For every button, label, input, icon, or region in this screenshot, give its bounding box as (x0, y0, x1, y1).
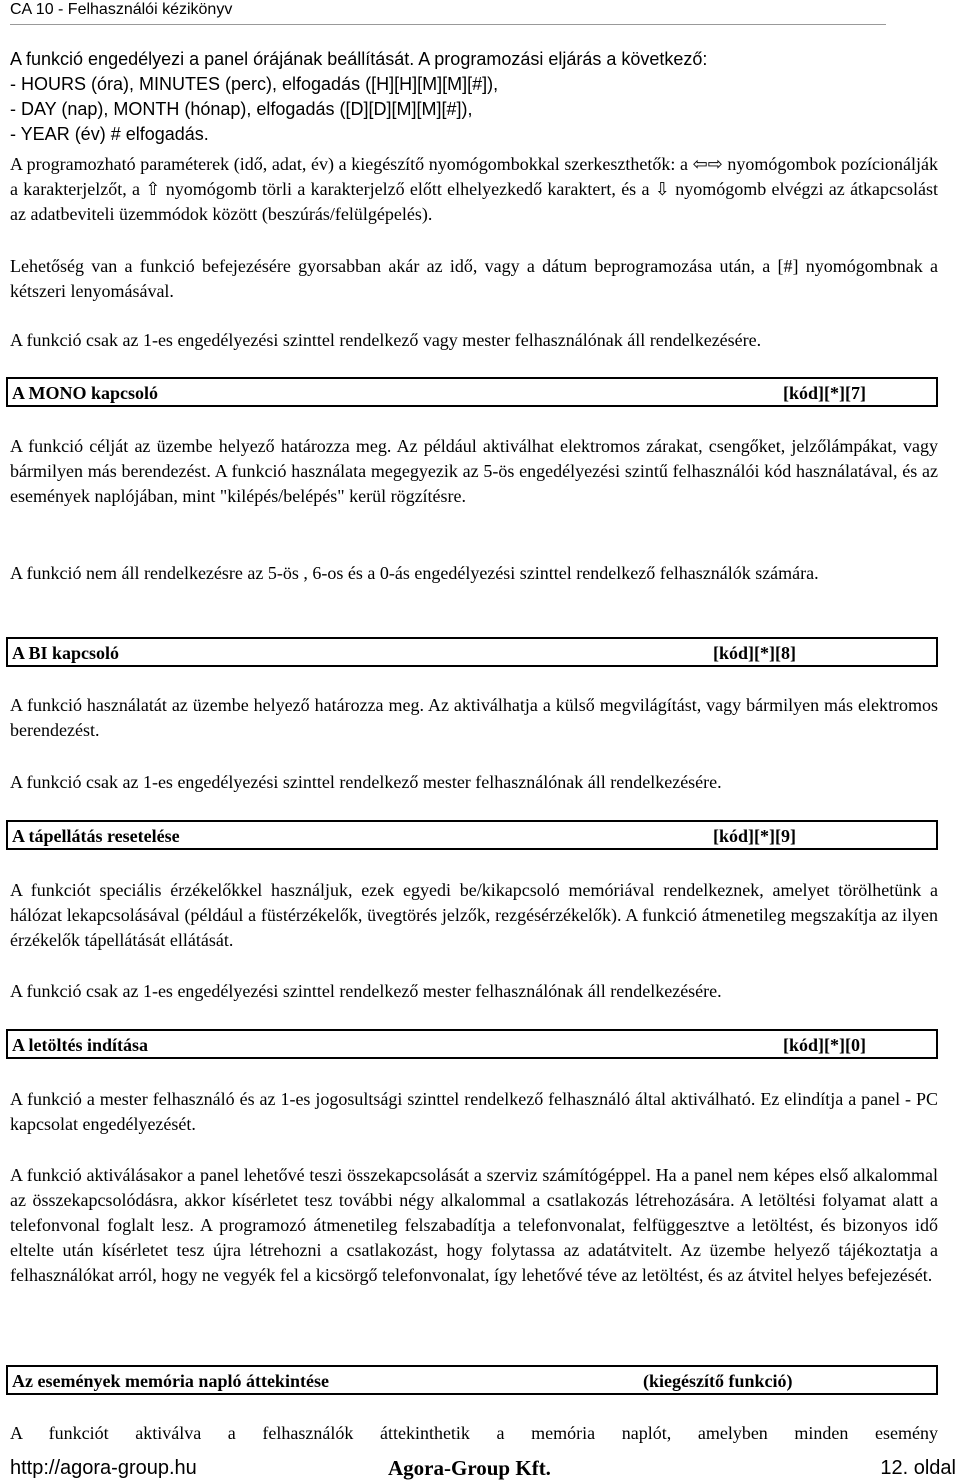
left-right-arrows-icon: ⇦⇨ (692, 154, 723, 175)
para-text: nyomógombok pozícionálják a karakterjelzőt, a (10, 154, 938, 199)
para-text: nyomógomb törli a karakterjelző előtt elhelyezkedő karaktert, és a (165, 179, 650, 199)
para-text: nyomógomb elvégzi az átkapcsolást az adatbeviteli üzemmódok között (beszúrás/felülgépelés). (10, 179, 939, 224)
intro-list (10, 47, 938, 147)
section-header-mono (6, 377, 938, 407)
section-code: [kód][*][9] (713, 826, 796, 846)
power-reset-paragraph: A funkció csak az 1-es engedélyezési szinttel rendelkező mester felhasználónak áll rendelkezésére. (10, 981, 722, 1001)
section-title: A tápellátás resetelése (12, 826, 180, 846)
intro-paragraph-quick-finish: Lehetőség van a funkció befejezésére gyorsabban akár az idő, vagy a dátum beprogramozása után, a [#] nyomógombnak a kétszeri lenyomásával. (10, 256, 938, 301)
footer-company: Agora-Group Kft. (388, 1456, 551, 1480)
section-title: A letöltés indítása (12, 1035, 149, 1055)
para-text: A programozható paraméterek (idő, adat, év) a kiegészítő nyomógombokkal szerkeszthetők: a (10, 154, 688, 174)
section-code: [kód][*][8] (713, 643, 796, 663)
section-header-power-reset (6, 820, 938, 850)
page-header-title: CA 10 - Felhasználói kézikönyv (10, 1, 233, 18)
download-paragraph: A funkció aktiválásakor a panel lehetővé teszi összekapcsolását a szerviz számítógéppel. Ha a panel nem képes első alkalommal az összekapcsolódásra, akkor kísérletet tesz további négy alkalommal a csatlakozás létrehozására. A letöltési folyamat alatt a telefonvonal foglalt lesz. A programozó átmenetileg felszabadítja a telefonvonalat, felfüggesztve a letöltést, és bizonyos idő eltelte után kísérletet tesz újra létrehozni a csatlakozást, hogy folytassa az adatátvitelt. Az üzembe helyező tájékoztatja a felhasználókat arról, hogy ne vegyék fel a kicsörgő telefonvonalat, így lehetővé téve az letöltést, és az átvitel helyes befejezését. (10, 1165, 938, 1285)
section-code: (kiegészítő funkció) (643, 1371, 793, 1391)
footer-page-number: 12. oldal (880, 1457, 956, 1479)
bi-paragraph: A funkció csak az 1-es engedélyezési szinttel rendelkező mester felhasználónak áll rendelkezésére. (10, 772, 722, 792)
intro-line: - DAY (nap), MONTH (hónap), elfogadás ([D][D][M][M][#]), (10, 99, 473, 119)
section-title: A BI kapcsoló (12, 643, 120, 663)
section-code: [kód][*][7] (783, 383, 866, 403)
section-header-download (6, 1029, 938, 1059)
section-header-event-log (6, 1365, 938, 1395)
intro-paragraph-permission: A funkció csak az 1-es engedélyezési szinttel rendelkező vagy mester felhasználónak áll rendelkezésére. (10, 330, 762, 350)
event-log-paragraph (10, 1421, 938, 1446)
section-code: [kód][*][0] (783, 1035, 866, 1055)
section-header-bi (6, 637, 938, 667)
down-arrow-icon: ⇩ (654, 179, 670, 200)
mono-paragraph: A funkció nem áll rendelkezésre az 5-ös , 6-os és a 0-ás engedélyezési szinttel rendelkező felhasználók számára. (10, 563, 819, 583)
bi-paragraph: A funkció használatát az üzembe helyező határozza meg. Az aktiválhatja a külső megvilágítást, vagy bármilyen más elektromos berendezést. (10, 695, 938, 740)
header-divider (10, 24, 886, 25)
intro-paragraph-arrows (10, 152, 938, 227)
section-title: A MONO kapcsoló (12, 383, 159, 403)
footer-url: http://agora-group.hu (10, 1457, 197, 1479)
event-log-line: A funkciót aktiválva a felhasználók áttekinthetik a memória naplót, amelyben minden esemény (10, 1423, 938, 1443)
up-arrow-icon: ⇧ (145, 179, 161, 200)
section-title: Az események memória napló áttekintése (12, 1371, 329, 1391)
intro-line: - YEAR (év) # elfogadás. (10, 124, 209, 144)
power-reset-paragraph: A funkciót speciális érzékelőkkel használjuk, ezek egyedi be/kikapcsoló memóriával rendelkeznek, amelyet törölhetünk a hálózat lekapcsolásával (például a füstérzékelők, üvegtörés jelzők, rezgésérzékelők). A funkció átmenetileg megszakítja az ilyen érzékelők tápellátását ellátását. (10, 880, 938, 950)
intro-line: - HOURS (óra), MINUTES (perc), elfogadás ([H][H][M][M][#]), (10, 74, 499, 94)
intro-line: A funkció engedélyezi a panel órájának beállítását. A programozási eljárás a következő: (10, 49, 708, 69)
page-footer (10, 1456, 958, 1482)
download-paragraph: A funkció a mester felhasználó és az 1-es jogosultsági szinttel rendelkező felhasználó által aktiválható. Ez elindítja a panel - PC kapcsolat engedélyezését. (10, 1089, 938, 1134)
mono-paragraph: A funkció célját az üzembe helyező határozza meg. Az például aktiválhat elektromos zárakat, csengőket, jelzőlámpákat, vagy bármilyen más berendezést. A funkció használata megegyezik az 5-ös engedélyezési szintű felhasználói kód használatával, és az események naplójában, mint "kilépés/belépés" kerül rögzítésre. (10, 436, 938, 506)
